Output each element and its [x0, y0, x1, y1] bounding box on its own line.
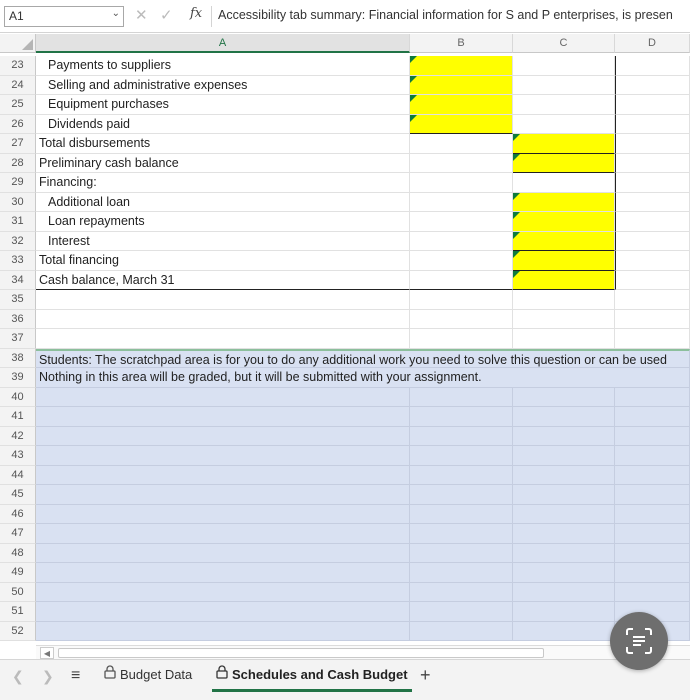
formula-bar — [0, 0, 690, 33]
cell-d36[interactable] — [615, 310, 690, 330]
cell-a29[interactable]: Financing: — [36, 173, 410, 193]
table-row — [0, 329, 690, 349]
scratchpad-cell[interactable] — [615, 485, 690, 505]
cell-b29[interactable] — [410, 173, 513, 193]
column-header-a[interactable]: A — [36, 34, 410, 53]
tab-label: Schedules and Cash Budget — [232, 667, 408, 682]
table-row — [0, 193, 690, 213]
cell-d24[interactable] — [615, 76, 690, 96]
scratchpad-cell[interactable] — [615, 583, 690, 603]
row-header[interactable]: 27 — [0, 134, 36, 154]
table-row — [0, 622, 690, 642]
row-header[interactable]: 28 — [0, 154, 36, 174]
row-header[interactable]: 23 — [0, 56, 36, 76]
cell-d33[interactable] — [615, 251, 690, 271]
table-row — [0, 154, 690, 174]
cell-d30[interactable] — [615, 193, 690, 213]
scratchpad-cell[interactable] — [36, 407, 410, 427]
error-indicator-icon — [513, 251, 520, 258]
table-row — [0, 251, 690, 271]
scroll-left-icon[interactable]: ◀ — [40, 647, 54, 659]
scratchpad-cell[interactable] — [513, 427, 615, 447]
cell-c29[interactable] — [513, 173, 615, 193]
scratchpad-cell[interactable] — [615, 388, 690, 408]
cell-c32[interactable] — [513, 232, 615, 252]
row-header[interactable]: 45 — [0, 485, 36, 505]
scratchpad-cell[interactable] — [36, 622, 410, 642]
cell-a30[interactable]: Additional loan — [36, 193, 410, 213]
scratchpad-cell[interactable] — [410, 563, 513, 583]
scrollbar-thumb[interactable] — [58, 648, 544, 658]
error-indicator-icon — [410, 95, 417, 102]
column-header-c[interactable]: C — [513, 34, 615, 53]
table-row — [0, 602, 690, 622]
formula-bar-divider — [211, 6, 212, 27]
row-header[interactable]: 35 — [0, 290, 36, 310]
cell-b30[interactable] — [410, 193, 513, 213]
scratchpad-cell[interactable] — [513, 622, 615, 642]
cell-b25[interactable] — [410, 95, 513, 115]
cell-c30[interactable] — [513, 193, 615, 213]
row-header[interactable]: 41 — [0, 407, 36, 427]
close-icon[interactable]: ✕ — [135, 7, 148, 24]
scratchpad-cell[interactable] — [615, 446, 690, 466]
tab-schedules-and-cash-budget[interactable] — [212, 664, 412, 692]
add-sheet-button[interactable]: + — [420, 665, 431, 685]
all-sheets-menu-icon[interactable]: ≡ — [71, 667, 81, 684]
cell-b36[interactable] — [410, 310, 513, 330]
row-header[interactable]: 42 — [0, 427, 36, 447]
table-row — [0, 485, 690, 505]
table-row — [0, 76, 690, 96]
next-sheet-icon[interactable]: ❯ — [42, 668, 54, 684]
table-row — [0, 134, 690, 154]
lock-icon — [216, 664, 228, 686]
cell-a34[interactable]: Cash balance, March 31 — [36, 271, 410, 291]
cell-d27[interactable] — [615, 134, 690, 154]
table-row — [0, 349, 690, 369]
name-box[interactable] — [4, 6, 124, 27]
table-row — [0, 232, 690, 252]
table-row — [0, 524, 690, 544]
scratchpad-cell[interactable] — [410, 407, 513, 427]
scratchpad-note-line-2[interactable]: Nothing in this area will be graded, but it will be submitted with your assignment. — [36, 368, 690, 388]
scratchpad-cell[interactable] — [36, 505, 410, 525]
cell-c25[interactable] — [513, 95, 615, 115]
cell-c24[interactable] — [513, 76, 615, 96]
check-icon[interactable]: ✓ — [160, 7, 173, 24]
table-row — [0, 290, 690, 310]
cell-a23[interactable]: Payments to suppliers — [36, 56, 410, 76]
cell-a36[interactable] — [36, 310, 410, 330]
lock-icon — [104, 664, 116, 686]
row-header[interactable]: 32 — [0, 232, 36, 252]
scratchpad-cell[interactable] — [36, 388, 410, 408]
row-header[interactable]: 49 — [0, 563, 36, 583]
table-row — [0, 56, 690, 76]
scratchpad-cell[interactable] — [513, 407, 615, 427]
cell-a27[interactable]: Total disbursements — [36, 134, 410, 154]
table-row — [0, 173, 690, 193]
scratchpad-cell[interactable] — [615, 505, 690, 525]
cell-c23[interactable] — [513, 56, 615, 76]
table-row — [0, 310, 690, 330]
scratchpad-cell[interactable] — [36, 544, 410, 564]
name-box-value: A1 — [9, 9, 24, 23]
row-header[interactable]: 24 — [0, 76, 36, 96]
cell-a24[interactable]: Selling and administrative expenses — [36, 76, 410, 96]
select-all-triangle-icon — [22, 39, 33, 50]
row-header[interactable]: 40 — [0, 388, 36, 408]
chevron-down-icon[interactable]: ⌄ — [111, 8, 120, 19]
scratchpad-cell[interactable] — [36, 524, 410, 544]
scratchpad-cell[interactable] — [410, 466, 513, 486]
cell-b31[interactable] — [410, 212, 513, 232]
cell-a35[interactable] — [36, 290, 410, 310]
column-header-d[interactable]: D — [615, 34, 690, 53]
cell-a28[interactable]: Preliminary cash balance — [36, 154, 410, 174]
scratchpad-cell[interactable] — [410, 583, 513, 603]
error-indicator-icon — [513, 154, 520, 161]
cell-b35[interactable] — [410, 290, 513, 310]
table-row — [0, 212, 690, 232]
scratchpad-cell[interactable] — [513, 563, 615, 583]
cell-c31[interactable] — [513, 212, 615, 232]
scratchpad-cell[interactable] — [615, 544, 690, 564]
cell-c27[interactable] — [513, 134, 615, 154]
scratchpad-cell[interactable] — [410, 485, 513, 505]
scratchpad-cell[interactable] — [513, 466, 615, 486]
scratchpad-cell[interactable] — [513, 505, 615, 525]
row-header[interactable]: 33 — [0, 251, 36, 271]
insert-function-button[interactable]: fx — [190, 6, 203, 21]
cell-c33[interactable] — [513, 251, 615, 271]
cell-a25[interactable]: Equipment purchases — [36, 95, 410, 115]
scratchpad-cell[interactable] — [513, 524, 615, 544]
scratchpad-cell[interactable] — [36, 602, 410, 622]
column-header-b[interactable]: B — [410, 34, 513, 53]
scratchpad-cell[interactable] — [513, 602, 615, 622]
error-indicator-icon — [410, 56, 417, 63]
cell-c35[interactable] — [513, 290, 615, 310]
table-row — [0, 505, 690, 525]
cell-a26[interactable]: Dividends paid — [36, 115, 410, 135]
tab-budget-data[interactable] — [100, 664, 196, 692]
cell-b33[interactable] — [410, 251, 513, 271]
cell-d26[interactable] — [615, 115, 690, 135]
scratchpad-cell[interactable] — [513, 446, 615, 466]
scratchpad-cell[interactable] — [513, 583, 615, 603]
row-header[interactable]: 47 — [0, 524, 36, 544]
cell-d28[interactable] — [615, 154, 690, 174]
cell-b27[interactable] — [410, 134, 513, 154]
error-indicator-icon — [513, 212, 520, 219]
cell-c26[interactable] — [513, 115, 615, 135]
row-header[interactable]: 50 — [0, 583, 36, 603]
error-indicator-icon — [513, 271, 520, 278]
cell-b28[interactable] — [410, 154, 513, 174]
table-row — [0, 446, 690, 466]
scan-text-button[interactable] — [610, 612, 668, 670]
cell-b23[interactable] — [410, 56, 513, 76]
sheet-tab-bar — [0, 659, 690, 700]
table-row — [0, 115, 690, 135]
scratchpad-cell[interactable] — [513, 544, 615, 564]
scratchpad-cell[interactable] — [615, 427, 690, 447]
row-header[interactable]: 39 — [0, 368, 36, 388]
scratchpad-cell[interactable] — [36, 485, 410, 505]
table-row — [0, 407, 690, 427]
error-indicator-icon — [410, 115, 417, 122]
table-row — [0, 544, 690, 564]
row-header[interactable]: 44 — [0, 466, 36, 486]
table-row — [0, 466, 690, 486]
scratchpad-cell[interactable] — [410, 505, 513, 525]
cell-d32[interactable] — [615, 232, 690, 252]
scratchpad-cell[interactable] — [410, 524, 513, 544]
row-header[interactable]: 38 — [0, 349, 36, 369]
cell-a37[interactable] — [36, 329, 410, 349]
cell-c28[interactable] — [513, 154, 615, 174]
scratchpad-note-line-1[interactable]: Students: The scratchpad area is for you to do any additional work you need to solve this question or can be used — [36, 349, 690, 369]
cell-b34[interactable] — [410, 271, 513, 291]
scratchpad-cell[interactable] — [615, 524, 690, 544]
row-header[interactable]: 51 — [0, 602, 36, 622]
text-scan-icon — [625, 627, 653, 655]
cell-c37[interactable] — [513, 329, 615, 349]
horizontal-scrollbar[interactable] — [36, 645, 690, 659]
formula-input[interactable]: Accessibility tab summary: Financial information for S and P enterprises, is presen — [218, 8, 673, 22]
scratchpad-cell[interactable] — [410, 427, 513, 447]
cell-b37[interactable] — [410, 329, 513, 349]
row-header[interactable]: 26 — [0, 115, 36, 135]
table-row — [0, 427, 690, 447]
error-indicator-icon — [513, 193, 520, 200]
row-header[interactable]: 52 — [0, 622, 36, 642]
error-indicator-icon — [513, 134, 520, 141]
previous-sheet-icon[interactable]: ❮ — [12, 668, 24, 684]
row-header[interactable]: 25 — [0, 95, 36, 115]
scratchpad-cell[interactable] — [615, 407, 690, 427]
cell-d29[interactable] — [615, 173, 690, 193]
scratchpad-cell[interactable] — [615, 563, 690, 583]
scratchpad-cell[interactable] — [36, 563, 410, 583]
cell-d25[interactable] — [615, 95, 690, 115]
cell-a31[interactable]: Loan repayments — [36, 212, 410, 232]
scratchpad-cell[interactable] — [36, 466, 410, 486]
scratchpad-cell[interactable] — [410, 388, 513, 408]
scratchpad-cell[interactable] — [36, 427, 410, 447]
row-header[interactable]: 30 — [0, 193, 36, 213]
row-header[interactable]: 36 — [0, 310, 36, 330]
table-row — [0, 388, 690, 408]
row-header[interactable]: 46 — [0, 505, 36, 525]
table-row — [0, 563, 690, 583]
scratchpad-cell[interactable] — [410, 602, 513, 622]
cell-b24[interactable] — [410, 76, 513, 96]
cell-d31[interactable] — [615, 212, 690, 232]
scratchpad-cell[interactable] — [513, 485, 615, 505]
cell-d37[interactable] — [615, 329, 690, 349]
cell-d23[interactable] — [615, 56, 690, 76]
scratchpad-cell[interactable] — [615, 466, 690, 486]
row-header[interactable]: 31 — [0, 212, 36, 232]
cell-a33[interactable]: Total financing — [36, 251, 410, 271]
row-header[interactable]: 29 — [0, 173, 36, 193]
row-header[interactable]: 48 — [0, 544, 36, 564]
spreadsheet-grid — [0, 53, 690, 645]
error-indicator-icon — [513, 232, 520, 239]
scratchpad-cell[interactable] — [513, 388, 615, 408]
table-row — [0, 368, 690, 388]
scratchpad-cell[interactable] — [410, 544, 513, 564]
table-row — [0, 271, 690, 291]
error-indicator-icon — [410, 76, 417, 83]
tab-label: Budget Data — [120, 667, 193, 682]
cell-a32[interactable]: Interest — [36, 232, 410, 252]
cell-c36[interactable] — [513, 310, 615, 330]
scratchpad-cell[interactable] — [36, 446, 410, 466]
select-all-button[interactable] — [0, 34, 36, 53]
cell-b26[interactable] — [410, 115, 513, 135]
scratchpad-cell[interactable] — [36, 583, 410, 603]
cell-c34[interactable] — [513, 271, 615, 291]
cell-b32[interactable] — [410, 232, 513, 252]
table-row — [0, 95, 690, 115]
cell-d34[interactable] — [615, 271, 690, 291]
row-header[interactable]: 34 — [0, 271, 36, 291]
table-row — [0, 583, 690, 603]
row-header[interactable]: 37 — [0, 329, 36, 349]
cell-d35[interactable] — [615, 290, 690, 310]
scratchpad-cell[interactable] — [410, 446, 513, 466]
scratchpad-cell[interactable] — [410, 622, 513, 642]
row-header[interactable]: 43 — [0, 446, 36, 466]
